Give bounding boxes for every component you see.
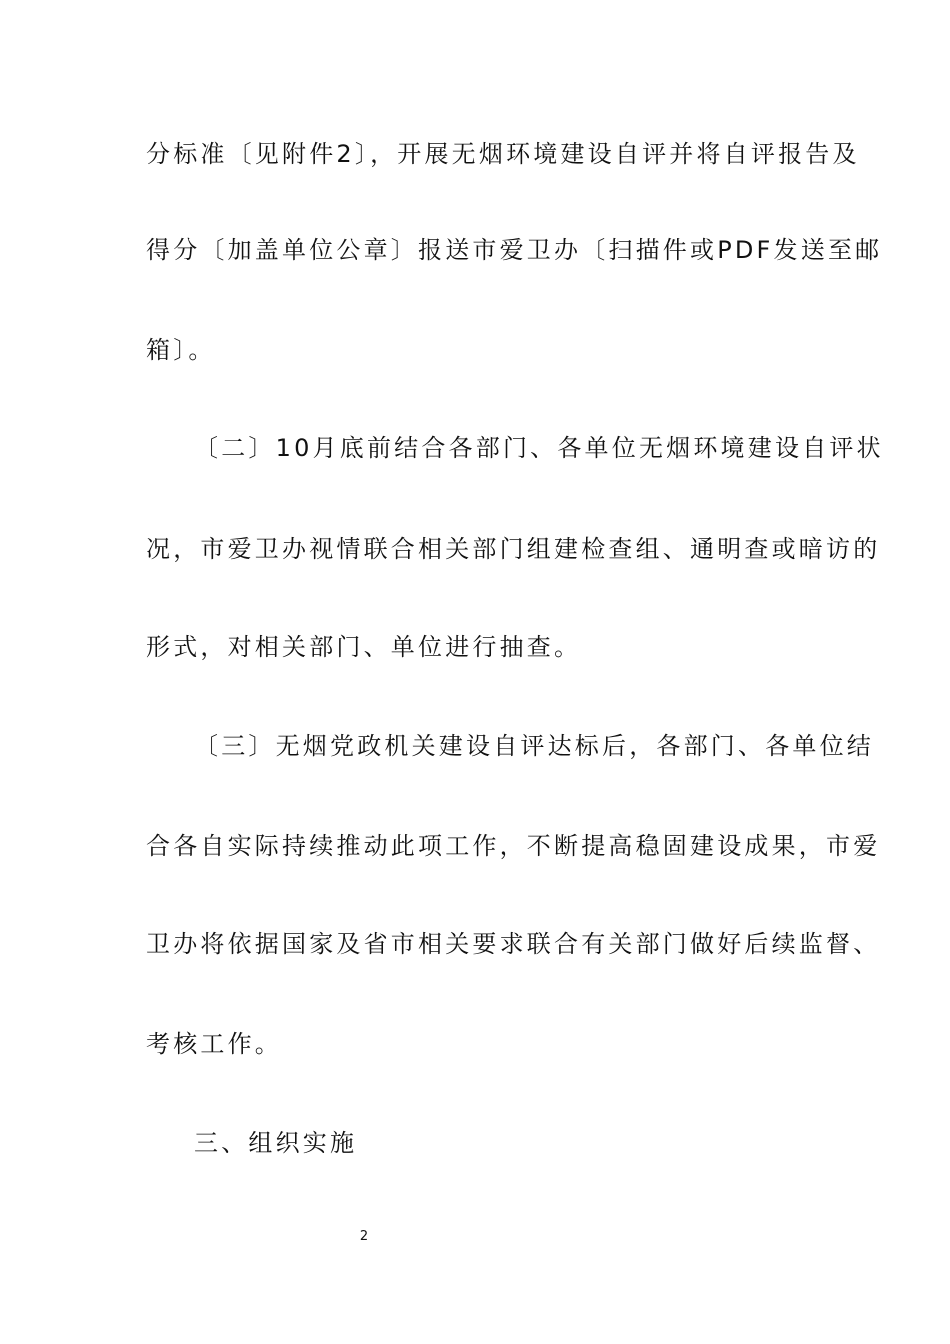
section-heading: 三、组织实施 <box>194 1129 358 1157</box>
body-text-line: 卫办将依据国家及省市相关要求联合有关部门做好后续监督、 <box>146 930 881 958</box>
body-text-line: 箱〕。 <box>146 336 216 364</box>
body-text-line: 况，市爱卫办视情联合相关部门组建检查组、通明查或暗访的 <box>146 535 881 563</box>
body-text-line: 〔二〕10月底前结合各部门、各单位无烟环境建设自评状 <box>194 434 884 462</box>
body-text-line: 合各自实际持续推动此项工作，不断提高稳固建设成果，市爱 <box>146 832 881 860</box>
body-text-line: 得分〔加盖单位公章〕报送市爱卫办〔扫描件或PDF发送至邮 <box>146 236 883 264</box>
body-text-line: 分标准〔见附件2〕，开展无烟环境建设自评并将自评报告及 <box>146 140 860 168</box>
body-text-line: 考核工作。 <box>146 1030 282 1058</box>
page-number: 2 <box>359 1229 369 1244</box>
body-text-line: 〔三〕无烟党政机关建设自评达标后，各部门、各单位结 <box>194 732 874 760</box>
body-text-line: 形式，对相关部门、单位进行抽查。 <box>146 633 582 661</box>
